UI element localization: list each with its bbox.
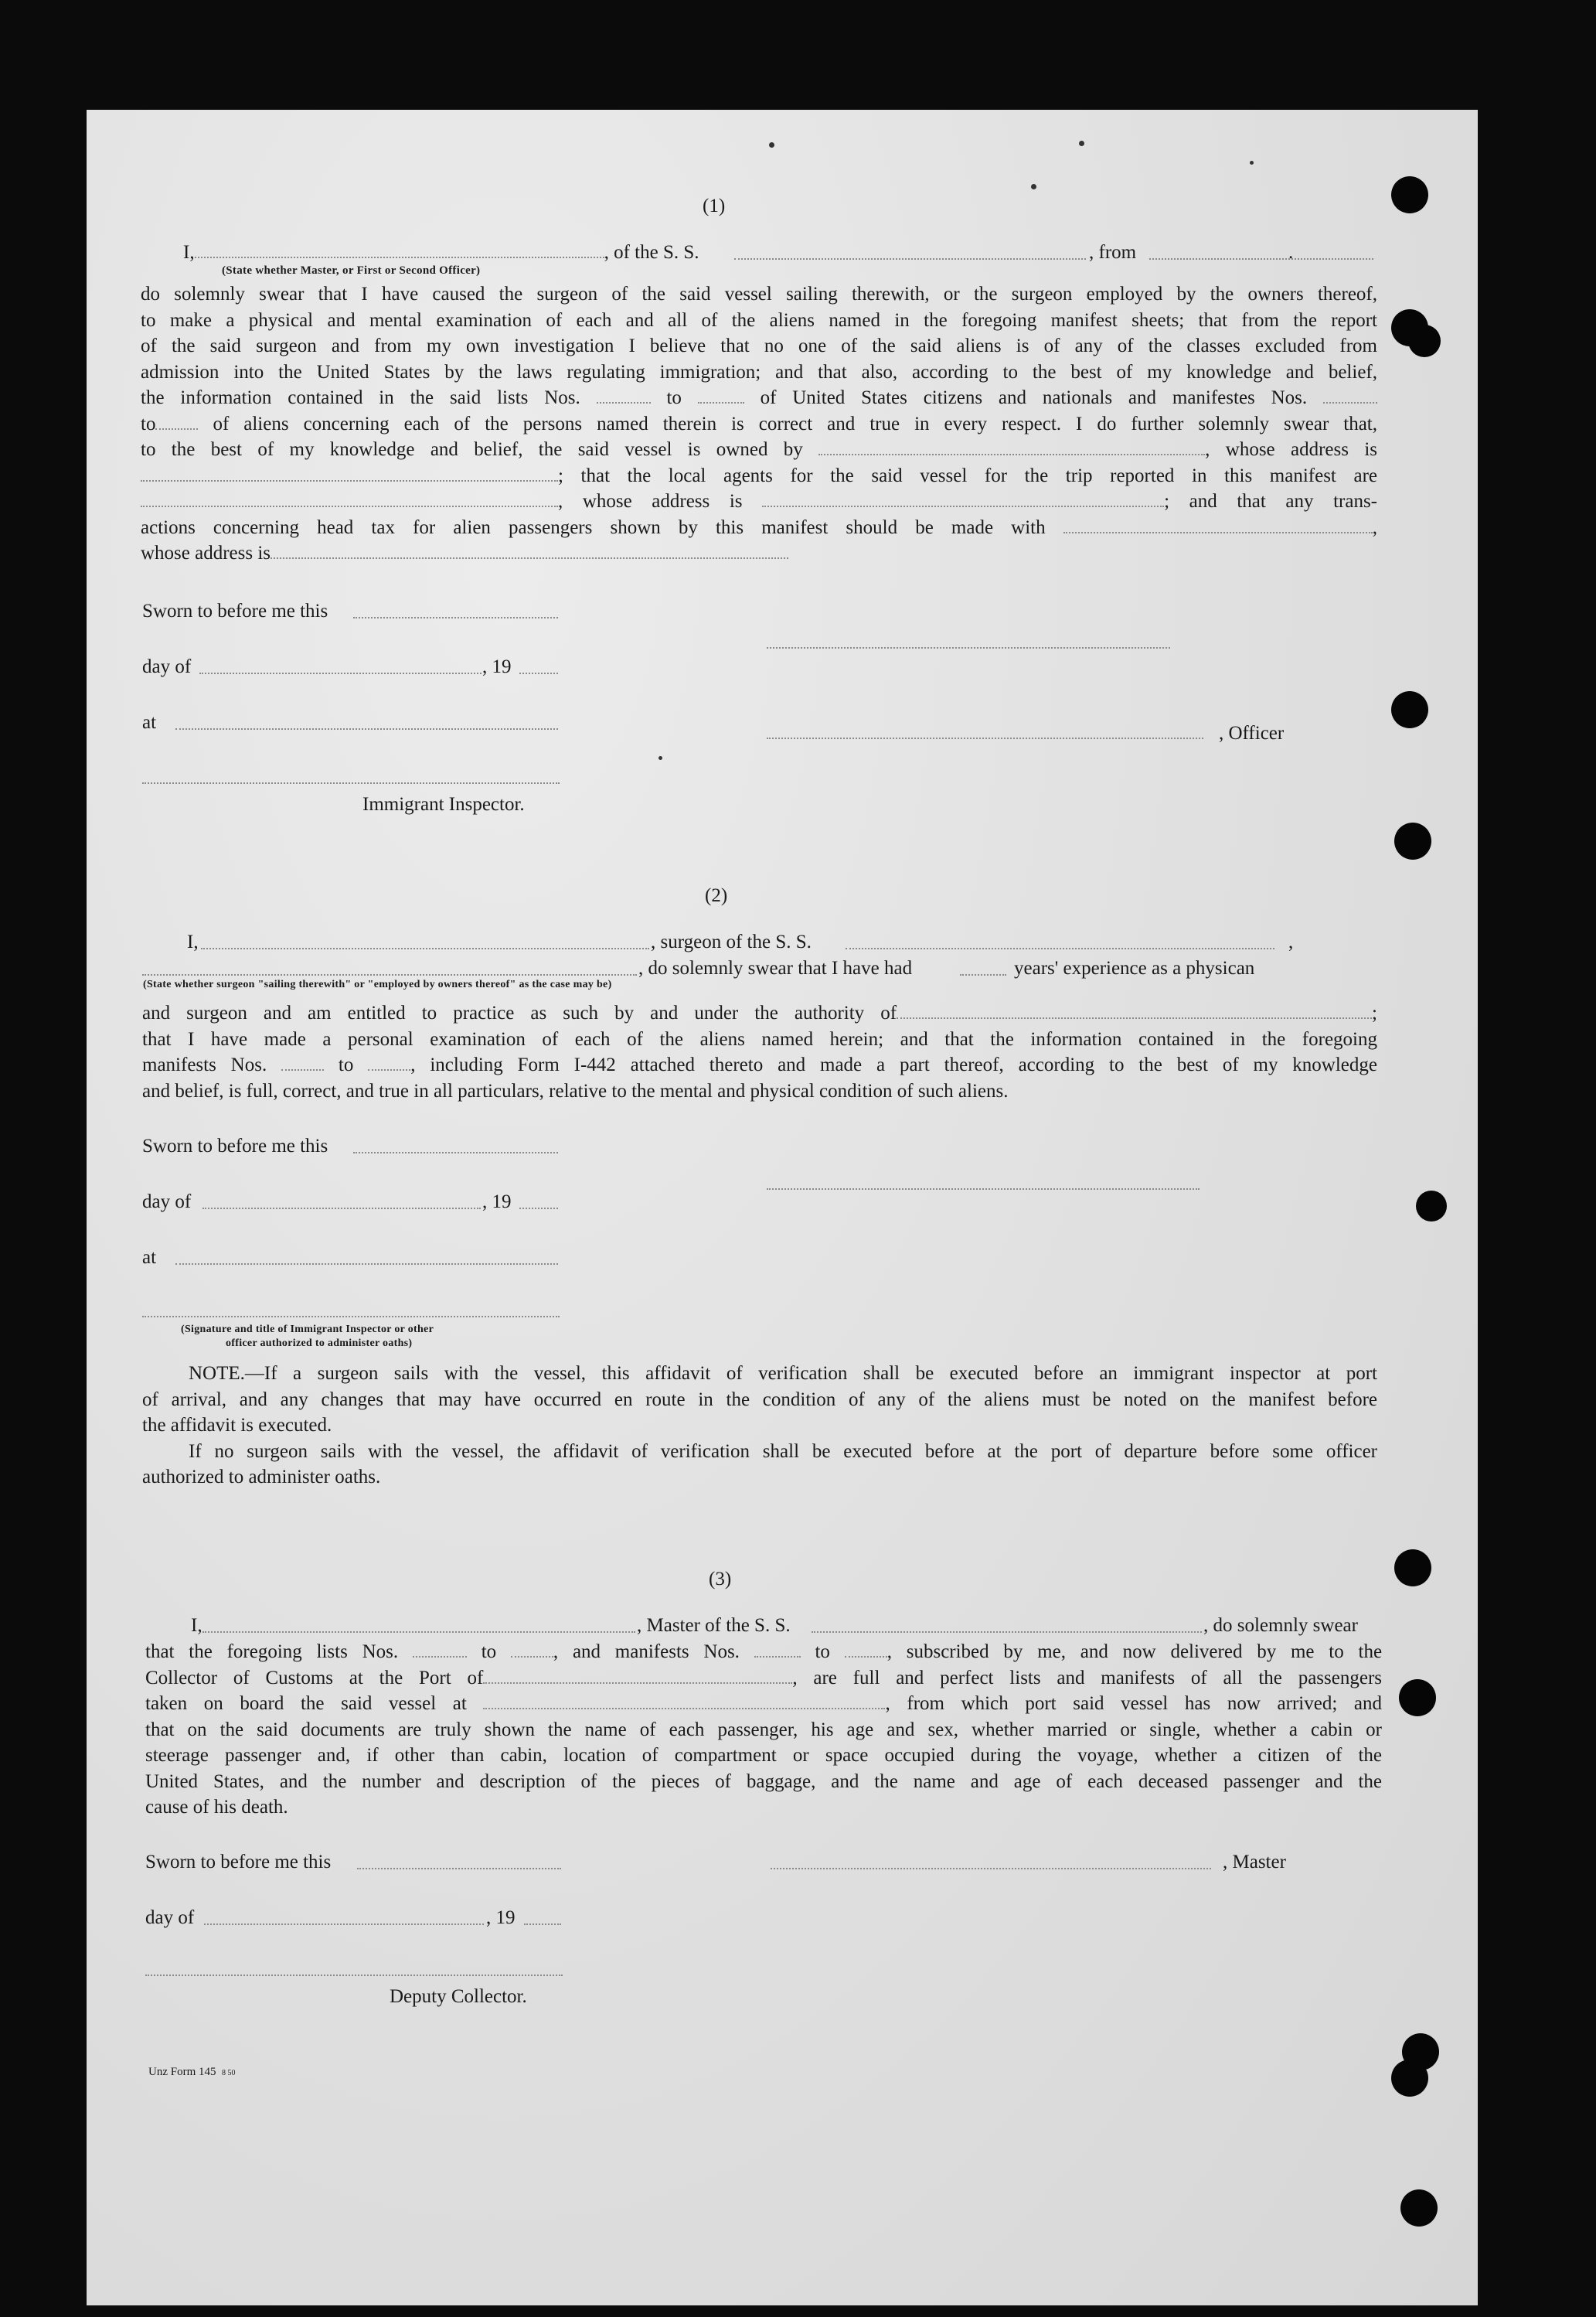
affidavit-2-number: (2): [705, 885, 728, 906]
note-line: If no surgeon sails with the vessel, the affidavit of verification shall be executed before at the port of departure before some officer: [189, 1440, 1377, 1462]
affidavit-1-line: do solemnly swear that I have caused the surgeon of the said vessel sailing therewith, or the surgeon employed by the owners thereof,: [141, 284, 1377, 305]
affidavit-1-line: to the best of my knowledge and belief, the said vessel is owned by , whose address is: [141, 439, 1378, 460]
speck: [1250, 161, 1254, 165]
affidavit-1-line: ; that the local agents for the said vessel for the trip reported in this manifest are: [141, 463, 1377, 489]
affidavit-3-line: United States, and the number and description of the pieces of baggage, and the name and age of each deceased passenger and the: [145, 1770, 1382, 1792]
collector-signature-field: [145, 1975, 563, 1976]
comma: .: [1288, 242, 1294, 263]
affidavit-2-line: manifests Nos. to , including Form I-442 attached thereto and made a part thereof, according to the best of my knowledge: [142, 1055, 1377, 1075]
master-of-ss-label: , Master of the S. S.: [637, 1615, 791, 1636]
affidavit-1-line: to of aliens concerning each of the persons named therein is correct and true in every respect. I do further solemnly swear that,: [141, 413, 1378, 434]
at-label-2: at: [142, 1247, 157, 1268]
binder-hole: [1400, 2189, 1438, 2227]
affidavit-2-line: that I have made a personal examination of each of the aliens named herein; and that the information contained in the foregoing: [142, 1028, 1377, 1050]
sworn-label-1: Sworn to before me this: [142, 601, 328, 622]
speck: [769, 142, 774, 148]
at-label-1: at: [142, 712, 157, 733]
affidavit-1-body: [141, 281, 1377, 567]
sworn-label-3: Sworn to before me this: [145, 1852, 332, 1872]
officer-title-field: [767, 738, 1203, 739]
binder-hole: [1391, 691, 1428, 728]
day-of-field-3: [204, 1923, 484, 1925]
speck: [1031, 184, 1036, 189]
signature-caption-line-1: (Signature and title of Immigrant Inspector or other: [181, 1324, 434, 1335]
surgeon-status-field: [142, 974, 637, 976]
note-section: [142, 1361, 1377, 1491]
officer-caption: (State whether Master, or First or Second Officer): [222, 264, 481, 277]
note-line: of arrival, and any changes that may have occurred en route in the condition of any of the aliens must be noted on the manifest before: [142, 1388, 1377, 1410]
year-prefix-2: , 19: [482, 1191, 512, 1212]
affidavit-2-line: and surgeon and am entitled to practice as such by and under the authority of ;: [142, 1003, 1377, 1024]
master-i-label: I,: [191, 1615, 202, 1636]
affidavit-1-line: actions concerning head tax for alien passengers shown by this manifest should be made with ,: [141, 516, 1377, 538]
day-of-field-1: [199, 673, 482, 674]
oath-officer-signature-field: [142, 1316, 560, 1317]
day-of-label-1: day of: [142, 656, 192, 677]
master-signature-field: [771, 1868, 1211, 1869]
year-field-3: [524, 1923, 561, 1925]
affidavit-1-line: the information contained in the said lists Nos. to of United States citizens and nationals and manifestes Nos.: [141, 385, 1377, 411]
affidavit-3-body: [145, 1639, 1382, 1821]
note-line: NOTE.—If a surgeon sails with the vessel, this affidavit of verification shall be executed before an immigrant inspector at port: [189, 1363, 1377, 1384]
year-prefix-1: , 19: [482, 656, 512, 677]
year-field-1: [519, 673, 558, 674]
sworn-date-field-1: [353, 617, 558, 618]
affidavit-1-line: whose address is: [141, 540, 1377, 567]
years-experience-text: years' experience as a physican: [1014, 958, 1255, 979]
binder-hole: [1391, 2060, 1428, 2097]
binder-hole: [1394, 1549, 1431, 1586]
affidavit-3-line: Collector of Customs at the Port of , are full and perfect lists and manifests of all the passengers: [145, 1667, 1383, 1688]
surgeon-i-label: I,: [187, 932, 199, 952]
comma: ,: [1288, 932, 1294, 952]
officer-signature-field: [767, 647, 1170, 649]
binder-hole: [1399, 1679, 1436, 1716]
master-label: , Master: [1223, 1852, 1286, 1872]
binder-hole: [1391, 176, 1428, 213]
sworn-label-2: Sworn to before me this: [142, 1136, 328, 1157]
surgeon-swear-text: , do solemnly swear that I have had: [638, 958, 913, 979]
form-number: Unz Form 145 8 50: [148, 2066, 236, 2078]
at-place-field-1: [175, 728, 558, 730]
affidavit-3-line: cause of his death.: [145, 1797, 288, 1818]
day-of-label-2: day of: [142, 1191, 192, 1212]
day-of-label-3: day of: [145, 1907, 195, 1928]
day-of-field-2: [202, 1208, 481, 1209]
affidavit-1-line: , whose address is ; and that any trans-: [141, 489, 1377, 515]
note-line: authorized to administer oaths.: [142, 1467, 381, 1487]
surgeon-signature-field: [767, 1188, 1200, 1190]
signature-caption-line-2: officer authorized to administer oaths): [226, 1337, 413, 1349]
at-place-field-2: [175, 1263, 558, 1265]
affidavit-3-line: that on the said documents are truly shown the name of each passenger, his age and sex, whether married or single, whether a cabin or: [145, 1719, 1382, 1740]
master-swear-text: , do solemnly swear: [1203, 1615, 1358, 1636]
speck: [1079, 141, 1084, 146]
years-field: [960, 974, 1006, 976]
vessel-name-field: [734, 258, 1086, 260]
surgeon-vessel-field: [846, 948, 1274, 949]
surgeon-caption: (State whether surgeon "sailing therewith" or "employed by owners thereof" as the case may be): [143, 979, 612, 990]
affidavit-1-line: of the said surgeon and from my own investigation I believe that no one of the said aliens is of any of the classes excluded from: [141, 336, 1377, 356]
binder-hole: [1408, 325, 1441, 357]
affidavit-3-line: steerage passenger and, if other than cabin, location of compartment or space occupied during the voyage, whether a citizen of the: [145, 1745, 1382, 1766]
year-prefix-3: , 19: [486, 1907, 516, 1928]
speck: [658, 756, 662, 760]
immigrant-inspector-label: Immigrant Inspector.: [362, 794, 525, 815]
affidavit-1-line: to make a physical and mental examination of each and all of the aliens named in the foregoing manifest sheets; that from the report: [141, 309, 1377, 331]
affidavit-3-number: (3): [709, 1569, 732, 1590]
officer-label: , Officer: [1219, 723, 1285, 744]
binder-hole: [1416, 1191, 1447, 1222]
surgeon-of-ss-label: , surgeon of the S. S.: [651, 932, 812, 952]
inspector-signature-field: [142, 782, 560, 784]
sworn-date-field-3: [357, 1868, 561, 1869]
from-port-field: [1149, 258, 1373, 260]
officer-name-field: [195, 256, 604, 258]
binder-hole: [1394, 823, 1431, 860]
master-name-field: [202, 1631, 635, 1633]
year-field-2: [519, 1208, 558, 1209]
manifest-affidavit-page: [87, 110, 1478, 2305]
surgeon-name-field: [201, 948, 649, 949]
affidavit-2-line: and belief, is full, correct, and true in all particulars, relative to the mental and physical condition of such aliens.: [142, 1080, 1009, 1102]
affidavit-3-line: taken on board the said vessel at , from which port said vessel has now arrived; and: [145, 1693, 1383, 1714]
affidavit-1-number: (1): [703, 196, 726, 216]
master-declaration-line: I, , of the S. S.: [183, 242, 699, 263]
sworn-date-field-2: [353, 1152, 558, 1153]
affidavit-3-line: that the foregoing lists Nos. to , and manifests Nos. to , subscribed by me, and now delivered by me to the: [145, 1641, 1383, 1662]
from-label: , from: [1089, 242, 1137, 263]
master-vessel-field: [812, 1631, 1202, 1633]
deputy-collector-label: Deputy Collector.: [390, 1986, 527, 2007]
affidavit-1-line: admission into the United States by the laws regulating immigration; and that also, according to the best of my knowledge and belief,: [141, 361, 1377, 383]
note-line: the affidavit is executed.: [142, 1415, 332, 1436]
affidavit-2-body: [142, 1000, 1377, 1104]
